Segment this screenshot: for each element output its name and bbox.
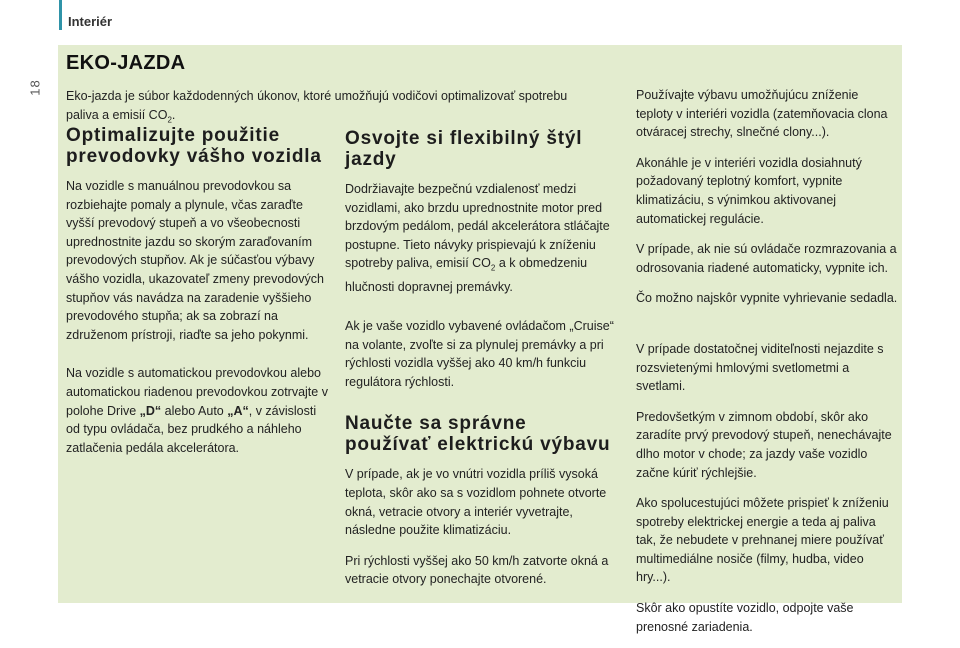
page-title: EKO-JAZDA xyxy=(66,52,186,74)
intro-subscript: 2 xyxy=(167,115,172,125)
tips-paragraph-6: Predovšetkým v zimnom období, skôr ako zaradíte prvý prevodový stupeň, nenechávajte dlho motor v chode; za jazdy vaše vozidlo začne kúriť rýchlejšie. xyxy=(636,409,892,480)
heading-gearbox: Optimalizujte použitie prevodovky vášho vozidla xyxy=(66,125,322,167)
column-gearbox xyxy=(66,125,328,469)
tips-paragraph-7: Ako spolucestujúci môžete prispieť k zníženiu spotreby elektrickej energie a teda aj paliva tak, že nebudete v prehnanej miere používať multimediálne nosiče (filmy, hudba, video hry...). xyxy=(636,496,889,585)
style-text-a: Dodržiavajte bezpečnú vzdialenosť medzi vozidlami, ako brzdu uprednostnite motor pred brzdovým pedálom, pedál akcelerátora stláčajte postupne. Tieto návyky prispievajú k zníženiu spotreby paliva, emisií CO xyxy=(345,182,610,271)
page-number: 18 xyxy=(27,79,43,96)
column-driving-style xyxy=(345,128,617,601)
tips-paragraph-3: V prípade, ak nie sú ovládače rozmrazovania a odrosovania riadené automaticky, vypnite ich. xyxy=(636,242,897,275)
style-subscript: 2 xyxy=(490,263,496,273)
tips-paragraph-5: V prípade dostatočnej viditeľnosti nejazdite s rozsvietenými hmlovými svetlometmi a svetlami. xyxy=(636,341,884,394)
style-text-b: a k obmedzeniu hlučnosti dopravnej premávky. xyxy=(345,256,588,295)
drive-mode-label: „D“ xyxy=(139,403,162,418)
tips-paragraph-1: Používajte výbavu umožňujúcu zníženie teploty v interiéri vozidla (zatemňovacia clona otváracej strechy, slnečné clony...). xyxy=(636,88,888,140)
chapter-title: Interiér xyxy=(68,14,113,29)
intro-paragraph xyxy=(66,87,576,130)
intro-text-end: . xyxy=(171,108,176,122)
auto-text-c: alebo Auto xyxy=(161,403,228,418)
chapter-accent-rule xyxy=(59,0,62,30)
tips-paragraph-4: Čo možno najskôr vypnite vyhrievanie sedadla. xyxy=(636,291,898,306)
auto-mode-label: „A“ xyxy=(227,403,249,418)
tips-paragraph-2: Akonáhle je v interiéri vozidla dosiahnutý požadovaný teplotný komfort, vypnite klimatizáciu, s výnimkou aktivovanej automatickej regulácie. xyxy=(636,155,862,226)
style-paragraph-1 xyxy=(345,180,617,297)
tips-paragraph-8: Skôr ako opustíte vozidlo, odpojte vaše prenosné zariadenia. xyxy=(636,601,854,634)
heading-electric-equipment: Naučte sa správne používať elektrickú výbavu xyxy=(345,413,611,456)
style-paragraph-cruise: Ak je vaše vozidlo vybavené ovládačom „Cruise“ na volante, zvoľte si za plynulej premávky a pri rýchlosti vozidla vyššej ako 40 km/h funkciu regulátora rýchlosti. xyxy=(345,319,614,389)
column-tips xyxy=(636,86,898,648)
auto-text-a: Na vozidle s automatickou prevodovkou alebo automatickou riadenou prevodovkou zotrvajte v polohe Drive xyxy=(66,366,328,418)
gearbox-paragraph-manual: Na vozidle s manuálnou prevodovkou sa rozbiehajte pomaly a plynule, včas zaraďte vyšší prevodový stupeň a vo všeobecnosti uprednostnite jazdu so skorým zaraďovaním prevodových stupňov. Ak je súčasťou výbavy vášho vozidla, ukazovateľ zmeny prevodových stupňov vás navádza na zaradenie vyššieho prevodového stupňa; ak sa zobrazí na združenom prístroji, riaďte sa jeho pokynmi. xyxy=(66,179,324,342)
heading-driving-style: Osvojte si flexibilný štýl jazdy xyxy=(345,128,583,170)
auto-text-e: , v závislosti od typu ovládača, bez prudkého a náhleho zatlačenia pedála akcelerátora. xyxy=(66,403,317,455)
intro-text: Eko-jazda je súbor každodenných úkonov, ktoré umožňujú vodičovi optimalizovať spotrebu paliva a emisií CO xyxy=(66,89,568,122)
electric-paragraph-1: V prípade, ak je vo vnútri vozidla príliš vysoká teplota, skôr ako sa s vozidlom pohnete otvorte okná, vetracie otvory a interiér vyvetrajte, následne použite klimatizáciu. xyxy=(345,467,607,538)
electric-paragraph-2: Pri rýchlosti vyššej ako 50 km/h zatvorte okná a vetracie otvory ponechajte otvorené. xyxy=(345,553,609,587)
gearbox-paragraph-automatic xyxy=(66,364,328,457)
